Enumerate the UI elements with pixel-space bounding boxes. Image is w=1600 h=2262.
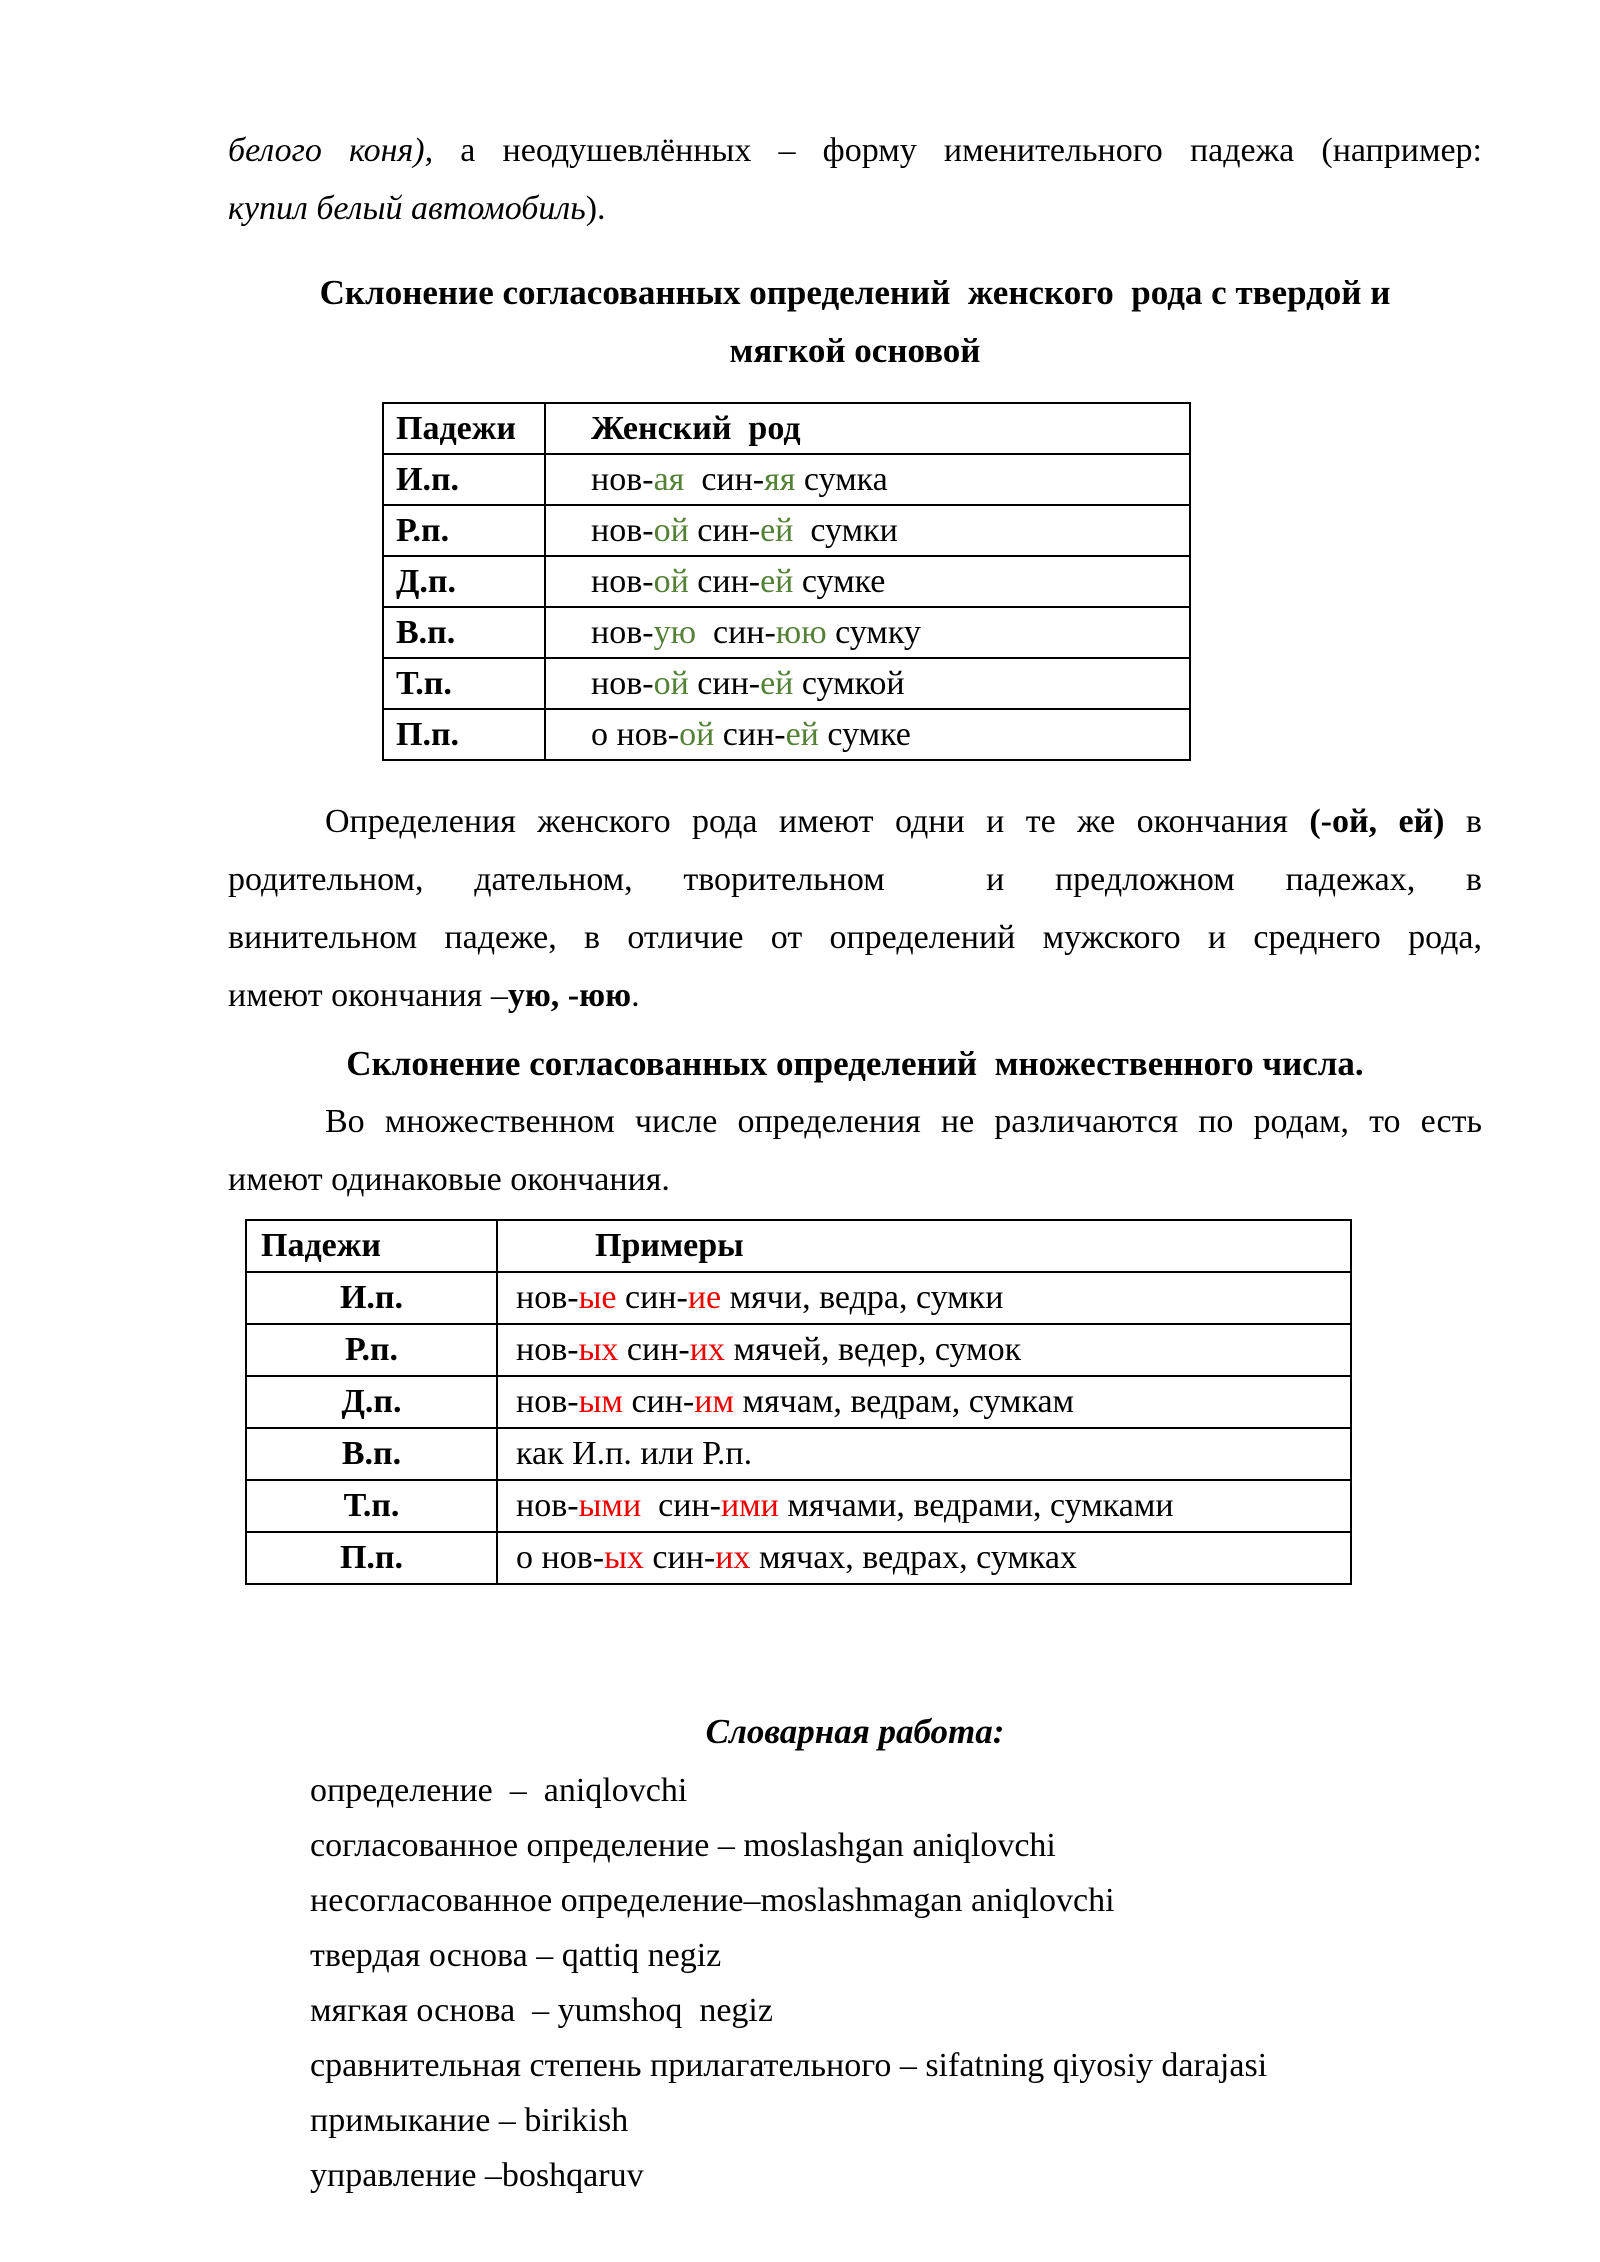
intro-paragraph	[228, 122, 1482, 238]
column-header-cases: Падежи	[246, 1220, 497, 1272]
text-run: сравнительная степень прилагательного – sifatning qiyosiy darajasi	[310, 2047, 1268, 2084]
text-run: имеют окончания –	[228, 977, 508, 1014]
table-row	[383, 454, 1190, 505]
text-run: син-	[688, 511, 761, 549]
text-run: син-	[616, 1279, 688, 1317]
text-run: как И.п. или Р.п.	[516, 1435, 753, 1473]
ending-highlight: яя	[764, 460, 796, 498]
vocabulary-list	[310, 1763, 1482, 2203]
ending-highlight: ая	[653, 460, 685, 498]
ending-highlight: ей	[760, 664, 794, 702]
ending-highlight: ой	[679, 715, 715, 753]
table-row	[246, 1480, 1351, 1532]
text-run: Склонение согласованных определений множественного числа.	[346, 1044, 1364, 1083]
text-run: мягкая основа – yumshoq negiz	[310, 1992, 773, 2029]
vocabulary-heading	[228, 1703, 1482, 1761]
text-run: ую, -юю	[507, 977, 632, 1014]
ending-highlight: ых	[604, 1539, 644, 1577]
case-cell: Т.п.	[246, 1480, 497, 1532]
text-run: о нов-	[591, 715, 680, 753]
text-run: мягкой основой	[729, 331, 981, 370]
ending-highlight: ых	[578, 1331, 619, 1369]
ending-highlight: их	[715, 1539, 751, 1577]
ending-highlight: ей	[785, 715, 819, 753]
declension-table-plural	[245, 1219, 1352, 1585]
vocabulary-heading-text: Словарная работа:	[705, 1712, 1005, 1751]
ending-highlight: ые	[578, 1279, 617, 1317]
text-run: сумку	[826, 613, 921, 651]
case-cell: Р.п.	[246, 1324, 497, 1376]
text-run: винительном падеже, в отличие от определений мужского и среднего рода,	[228, 919, 1482, 956]
text-line	[228, 851, 1482, 909]
declension-table-feminine	[382, 402, 1191, 761]
example-cell	[545, 556, 1190, 607]
ending-highlight: ей	[760, 562, 794, 600]
text-run: в	[1444, 803, 1482, 840]
table-row	[246, 1428, 1351, 1480]
example-cell	[545, 709, 1190, 760]
example-cell	[497, 1480, 1351, 1532]
text-run: сумке	[793, 562, 886, 600]
plural-intro-paragraph	[228, 1093, 1482, 1209]
table-header-row	[383, 403, 1190, 454]
ending-highlight: их	[689, 1331, 725, 1369]
text-line	[228, 322, 1482, 380]
text-run: син-	[643, 1539, 716, 1577]
case-cell: В.п.	[383, 607, 545, 658]
example-cell	[497, 1272, 1351, 1324]
table-row	[383, 658, 1190, 709]
case-cell: Р.п.	[383, 505, 545, 556]
text-run: син-	[688, 562, 761, 600]
table-row	[383, 505, 1190, 556]
ending-highlight: ым	[578, 1383, 623, 1421]
text-line	[228, 967, 1482, 1025]
vocab-item	[310, 2093, 1482, 2148]
text-run: нов-	[591, 511, 654, 549]
feminine-endings-paragraph	[228, 793, 1482, 1025]
text-run: купил белый автомобиль	[228, 190, 586, 227]
table-row	[383, 556, 1190, 607]
vocab-item	[310, 1983, 1482, 2038]
text-line	[228, 1035, 1482, 1093]
text-run: нов-	[591, 562, 654, 600]
text-run: твердая основа – qattiq negiz	[310, 1937, 722, 1974]
table-row	[246, 1272, 1351, 1324]
text-run: мячах, ведрах, сумках	[750, 1539, 1077, 1577]
table-row	[383, 607, 1190, 658]
text-run: несогласованное определение–moslashmagan aniqlovchi	[310, 1882, 1115, 1919]
example-cell	[497, 1428, 1351, 1480]
text-run: согласованное определение – moslashgan aniqlovchi	[310, 1827, 1056, 1864]
text-run: нов-	[591, 664, 654, 702]
text-run: мячи, ведра, сумки	[721, 1279, 1004, 1317]
ending-highlight: юю	[775, 613, 827, 651]
vocab-item	[310, 1873, 1482, 1928]
text-run: нов-	[516, 1331, 579, 1369]
text-run: Во множественном числе определения не различаются по родам, то есть	[325, 1103, 1482, 1140]
text-line	[228, 909, 1482, 967]
text-run: син-	[714, 715, 786, 753]
text-run: син-	[641, 1487, 721, 1525]
example-cell	[497, 1324, 1351, 1376]
text-line	[228, 264, 1482, 322]
text-run: а неодушевлённых – форму именительного падежа (например:	[433, 132, 1482, 169]
text-run: сумкой	[793, 664, 905, 702]
case-cell: Д.п.	[383, 556, 545, 607]
text-run: ).	[585, 190, 606, 227]
case-cell: И.п.	[246, 1272, 497, 1324]
text-run: син-	[688, 664, 761, 702]
text-line	[228, 793, 1482, 851]
vocab-item	[310, 1818, 1482, 1873]
text-run: управление –boshqaruv	[310, 2157, 644, 2194]
example-cell	[545, 454, 1190, 505]
case-cell: П.п.	[383, 709, 545, 760]
vocab-item	[310, 2148, 1482, 2203]
ending-highlight: ими	[720, 1487, 779, 1525]
text-line	[228, 122, 1482, 180]
text-run: о нов-	[516, 1539, 605, 1577]
text-run: примыкание – birikish	[310, 2102, 629, 2139]
text-run: мячами, ведрами, сумками	[778, 1487, 1174, 1525]
ending-highlight: ой	[653, 562, 689, 600]
case-cell: И.п.	[383, 454, 545, 505]
ending-highlight: ие	[687, 1279, 722, 1317]
text-run: нов-	[516, 1383, 579, 1421]
text-run: нов-	[516, 1487, 579, 1525]
text-run: определение – aniqlovchi	[310, 1772, 688, 1809]
example-cell	[545, 658, 1190, 709]
text-run: нов-	[516, 1279, 579, 1317]
text-line	[228, 1093, 1482, 1151]
text-run: Определения женского рода имеют одни и те же окончания	[325, 803, 1310, 840]
case-cell: П.п.	[246, 1532, 497, 1584]
vocab-item	[310, 2038, 1482, 2093]
ending-highlight: ыми	[578, 1487, 642, 1525]
vocab-item	[310, 1928, 1482, 1983]
ending-highlight: ую	[653, 613, 696, 651]
text-run: белого коня),	[228, 132, 434, 169]
case-cell: В.п.	[246, 1428, 497, 1480]
text-run: .	[631, 977, 640, 1014]
section-heading-feminine	[228, 264, 1482, 380]
text-run: син-	[618, 1331, 690, 1369]
text-run: сумки	[793, 511, 898, 549]
text-run: имеют одинаковые окончания.	[228, 1161, 670, 1198]
section-heading-plural	[228, 1035, 1482, 1093]
table-header-row	[246, 1220, 1351, 1272]
text-line	[228, 180, 1482, 238]
text-run: мячам, ведрам, сумкам	[733, 1383, 1075, 1421]
vocab-item	[310, 1763, 1482, 1818]
text-line	[228, 1151, 1482, 1209]
text-run: сумка	[795, 460, 888, 498]
ending-highlight: ой	[653, 664, 689, 702]
text-run: сумке	[818, 715, 911, 753]
text-run: мячей, ведер, сумок	[724, 1331, 1022, 1369]
text-run: нов-	[591, 460, 654, 498]
table-row	[246, 1376, 1351, 1428]
text-run: (-ой, ей)	[1309, 803, 1445, 840]
text-run: родительном, дательном, творительном и предложном падежах, в	[228, 861, 1482, 898]
text-run: син-	[684, 460, 765, 498]
example-cell	[545, 607, 1190, 658]
example-cell	[545, 505, 1190, 556]
text-run: нов-	[591, 613, 654, 651]
text-run: син-	[695, 613, 776, 651]
table-row	[246, 1532, 1351, 1584]
example-cell	[497, 1532, 1351, 1584]
case-cell: Т.п.	[383, 658, 545, 709]
column-header-feminine-gender: Женский род	[545, 403, 1190, 454]
case-cell: Д.п.	[246, 1376, 497, 1428]
ending-highlight: ей	[760, 511, 794, 549]
example-cell	[497, 1376, 1351, 1428]
ending-highlight: им	[694, 1383, 734, 1421]
text-run: син-	[622, 1383, 695, 1421]
column-header-examples: Примеры	[497, 1220, 1351, 1272]
table-row	[383, 709, 1190, 760]
table-row	[246, 1324, 1351, 1376]
column-header-cases: Падежи	[383, 403, 545, 454]
ending-highlight: ой	[653, 511, 689, 549]
text-run: Склонение согласованных определений женского рода с твердой и	[319, 273, 1391, 312]
